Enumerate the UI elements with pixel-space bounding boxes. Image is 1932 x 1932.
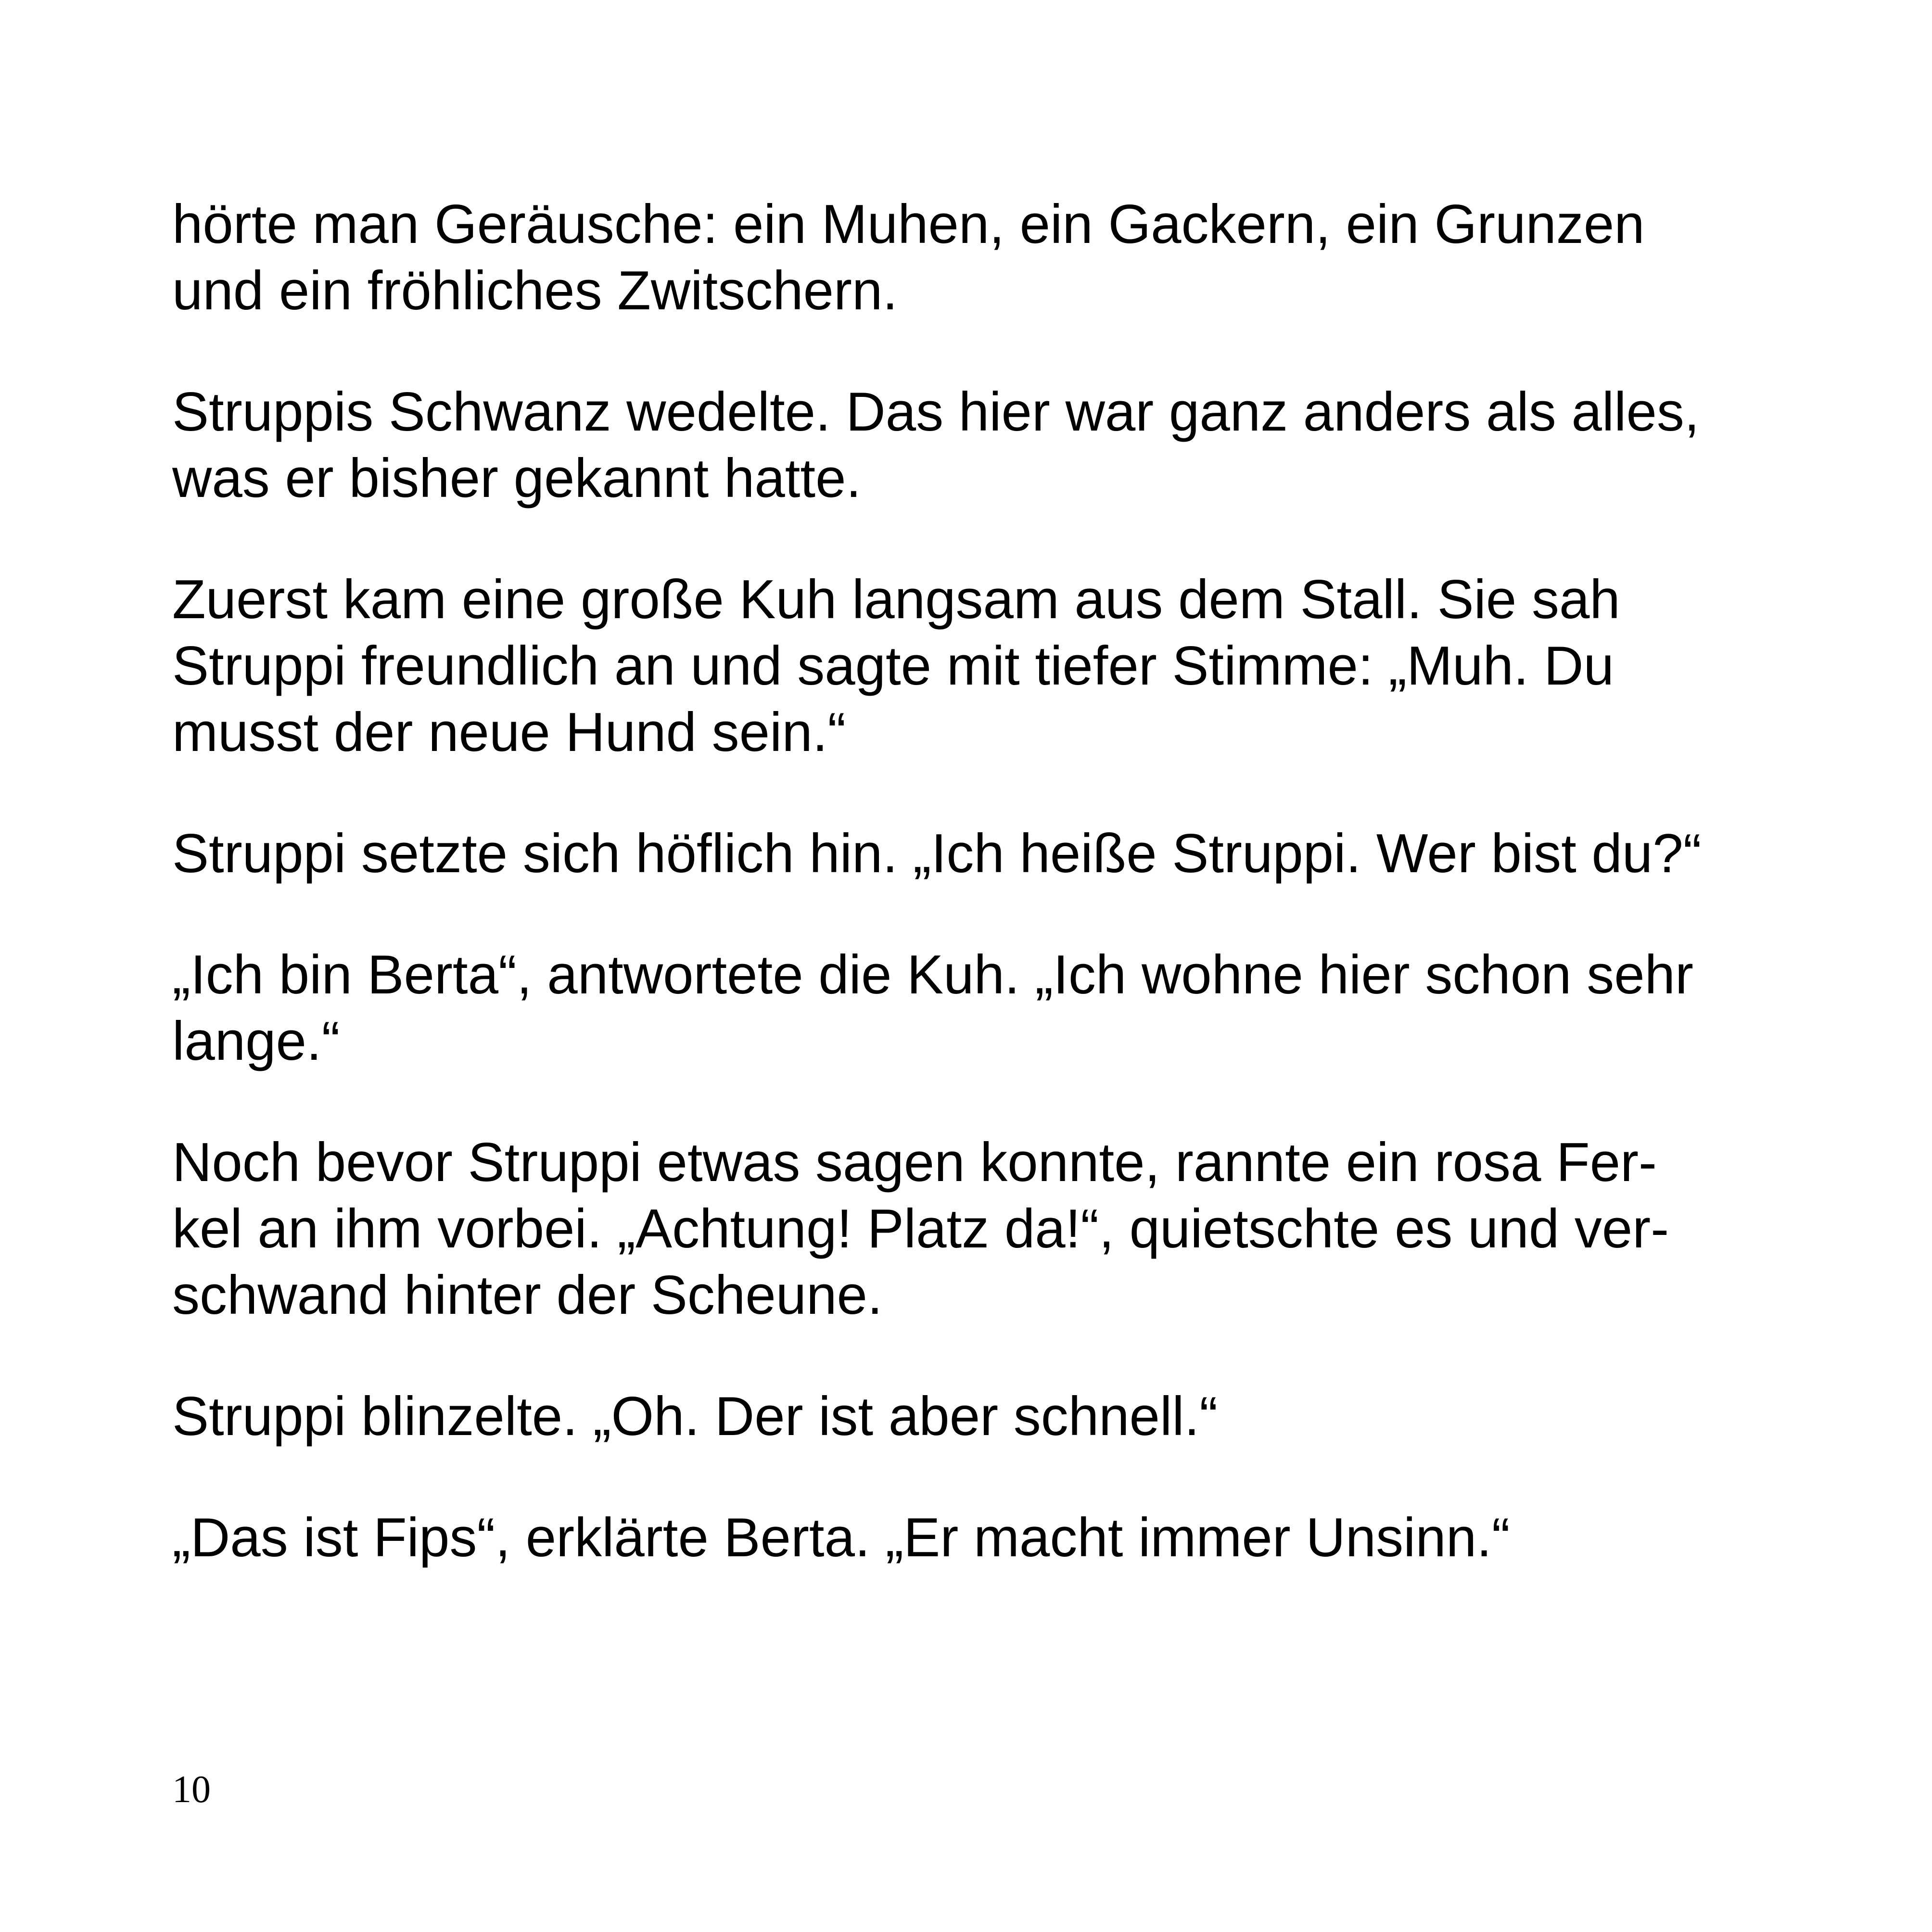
- paragraph: Noch bevor Struppi etwas sagen konnte, rannte ein rosa Fer- kel an ihm vorbei. „Achtung! Platz da!“, quietschte es und ver- schwand hinter der Scheune.: [172, 1132, 1669, 1326]
- page-number: 10: [172, 1768, 211, 1811]
- paragraph: „Ich bin Berta“, antwortete die Kuh. „Ich wohne hier schon sehr lange.“: [172, 944, 1693, 1072]
- story-text: [172, 191, 1779, 1626]
- paragraph: Struppi blinzelte. „Oh. Der ist aber schnell.“: [172, 1386, 1218, 1447]
- paragraph: Zuerst kam eine große Kuh langsam aus dem Stall. Sie sah Struppi freundlich an und sagte mit tiefer Stimme: „Muh. Du musst der neue Hund sein.“: [172, 569, 1620, 763]
- paragraph: „Das ist Fips“, erklärte Berta. „Er macht immer Unsinn.“: [172, 1507, 1510, 1568]
- paragraph: Struppis Schwanz wedelte. Das hier war ganz anders als alles, was er bisher gekannt hatte.: [172, 381, 1700, 509]
- paragraph: hörte man Geräusche: ein Muhen, ein Gackern, ein Grunzen und ein fröhliches Zwitschern.: [172, 194, 1645, 321]
- paragraph: Struppi setzte sich höflich hin. „Ich heiße Struppi. Wer bist du?“: [172, 823, 1702, 884]
